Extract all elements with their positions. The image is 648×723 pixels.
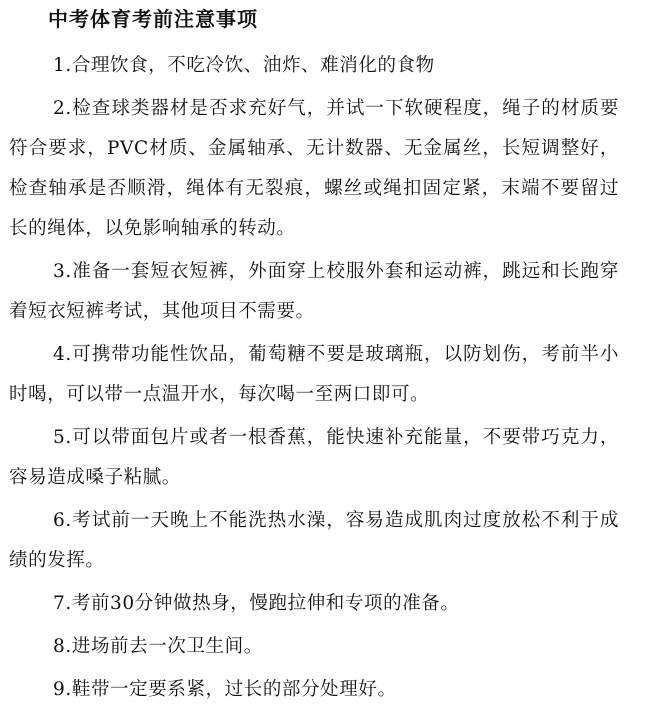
document-title: 中考体育考前注意事项 — [48, 7, 258, 31]
notice-list — [9, 46, 619, 713]
notice-item-1: 1.合理饮食，不吃冷饮、油炸、难消化的食物 — [53, 55, 435, 76]
notice-item-8: 8.进场前去一次卫生间。 — [53, 636, 263, 657]
notice-item-7: 7.考前30分钟做热身，慢跑拉伸和专项的准备。 — [53, 593, 460, 614]
notice-item-4: 4.可携带功能性饮品，葡萄糖不要是玻璃瓶，以防划伤，考前半小时喝，可以带一点温开水，每次喝一至两口即可。 — [9, 344, 619, 405]
notice-item-9: 9.鞋带一定要系紧，过长的部分处理好。 — [53, 679, 397, 700]
notice-item-2: 2.检查球类器材是否求充好气，并试一下软硬程度，绳子的材质要符合要求，PVC材质、金属轴承、无计数器、无金属丝，长短调整好，检查轴承是否顺滑，绳体有无裂痕，螺丝或绳扣固定紧，末端不要留过长的绳体，以免影响轴承的转动。 — [9, 98, 619, 239]
notice-item-3: 3.准备一套短衣短裤，外面穿上校服外套和运动裤，跳远和长跑穿着短衣短裤考试，其他项目不需要。 — [9, 261, 619, 322]
notice-item-5: 5.可以带面包片或者一根香蕉，能快速补充能量，不要带巧克力，容易造成嗓子粘腻。 — [9, 427, 619, 488]
notice-item-6: 6.考试前一天晚上不能洗热水澡，容易造成肌肉过度放松不利于成绩的发挥。 — [9, 510, 619, 571]
